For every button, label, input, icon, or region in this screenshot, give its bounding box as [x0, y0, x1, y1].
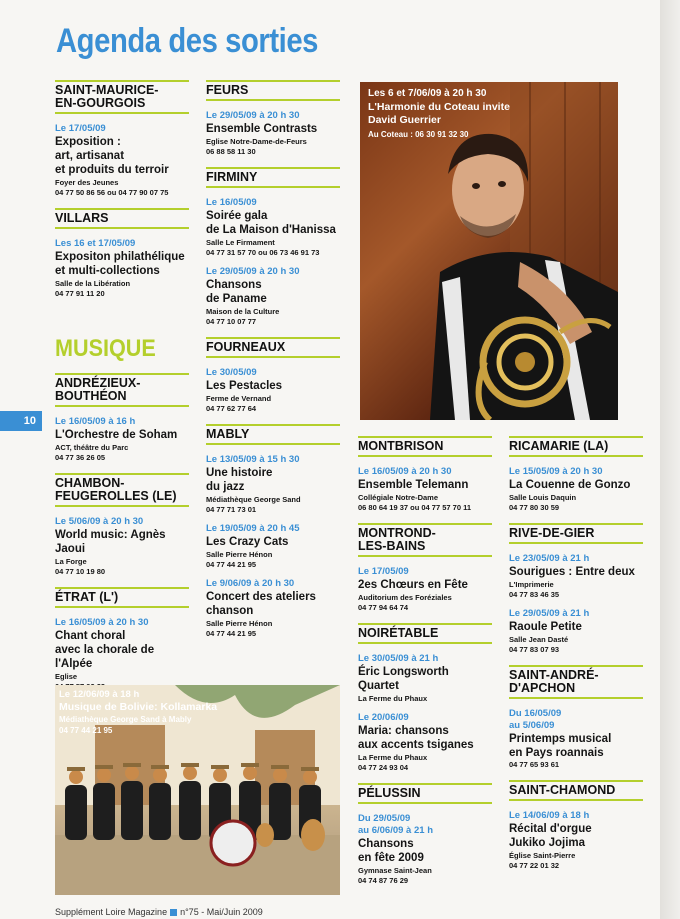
footer-square-icon	[170, 909, 177, 916]
event-title: Récital d'orgue Jukiko Jojima	[509, 823, 592, 849]
event-venue: La Ferme du Phaux	[358, 753, 428, 762]
event-date: Le 16/05/09 à 20 h 30	[358, 466, 452, 477]
event-title: L'Orchestre de Soham	[55, 429, 178, 441]
event-title: Maria: chansons aux accents tsiganes	[358, 725, 474, 751]
column-2	[206, 80, 340, 649]
event-item	[55, 516, 189, 577]
event-date: Le 17/05/09	[55, 123, 106, 134]
event-title: Chansons en fête 2009	[358, 838, 424, 864]
event-title: Exposition : art, artisanat et produits du terroir	[55, 136, 169, 176]
city-block	[358, 783, 492, 886]
event-date: Le 30/05/09	[206, 367, 257, 378]
event-item	[358, 712, 492, 773]
event-item	[509, 708, 643, 770]
column-1	[55, 80, 189, 309]
photo2-date: Le 12/06/09 à 18 h	[59, 689, 140, 700]
event-title: World music: Agnès Jaoui	[55, 529, 166, 555]
city-block	[55, 208, 189, 299]
city-heading: ÉTRAT (L')	[55, 587, 189, 608]
column-4	[509, 436, 643, 881]
event-item	[206, 266, 340, 327]
event-phone: 04 77 10 07 77	[206, 317, 257, 326]
event-venue: La Ferme du Phaux	[358, 694, 428, 703]
event-title: Sourigues : Entre deux	[509, 566, 635, 578]
event-venue: Eglise	[55, 672, 78, 681]
city-block	[55, 373, 189, 463]
event-phone: 06 80 64 19 37 ou 04 77 57 70 11	[358, 503, 472, 512]
event-phone: 04 77 62 77 64	[206, 404, 257, 413]
column-3	[358, 436, 492, 896]
event-item	[358, 566, 492, 613]
event-item	[358, 653, 492, 704]
footer-magazine: Supplément Loire Magazine	[55, 907, 168, 917]
event-title: Les Pestacles	[206, 380, 283, 392]
city-block	[509, 665, 643, 770]
event-venue: Salle Pierre Hénon	[206, 619, 273, 628]
event-venue: Salle de la Libération	[55, 279, 131, 288]
event-title: Chant choral avec la chorale de l'Alpée	[55, 630, 155, 670]
event-date: Le 23/05/09 à 21 h	[509, 553, 590, 564]
event-phone: 04 77 83 46 35	[509, 590, 560, 599]
event-date: Du 29/05/09 au 6/06/09 à 21 h	[358, 813, 433, 836]
event-phone: 04 77 94 64 74	[358, 603, 409, 612]
city-heading: PÉLUSSIN	[358, 783, 492, 804]
city-heading: RICAMARIE (LA)	[509, 436, 643, 457]
event-title: Expositon philathélique et multi-collections	[55, 251, 185, 277]
city-heading: FIRMINY	[206, 167, 340, 188]
city-block	[55, 80, 189, 198]
event-item	[509, 810, 643, 871]
city-block	[206, 337, 340, 414]
photo1-venue: Au Coteau : 06 30 91 32 30	[368, 130, 469, 139]
event-item	[206, 578, 340, 639]
city-block	[358, 623, 492, 773]
photo1-date: Les 6 et 7/06/09 à 20 h 30	[368, 88, 487, 99]
column-1-music	[55, 373, 189, 702]
event-phone: 04 77 22 01 32	[509, 861, 560, 870]
event-date: Le 19/05/09 à 20 h 45	[206, 523, 300, 534]
page-title: Agenda des sorties	[56, 22, 319, 60]
city-heading: RIVE-DE-GIER	[509, 523, 643, 544]
event-item	[55, 617, 189, 692]
footer	[55, 907, 263, 917]
event-date: Le 29/05/09 à 20 h 30	[206, 266, 300, 277]
event-phone: 04 77 31 57 70 ou 06 73 46 91 73	[206, 248, 320, 257]
event-date: Le 30/05/09 à 21 h	[358, 653, 439, 664]
event-phone: 04 77 80 30 59	[509, 503, 560, 512]
event-date: Le 14/06/09 à 18 h	[509, 810, 590, 821]
city-heading: MONTBRISON	[358, 436, 492, 457]
event-date: Le 29/05/09 à 20 h 30	[206, 110, 300, 121]
city-block	[509, 436, 643, 513]
event-item	[206, 367, 340, 414]
city-heading: MONTROND- LES-BAINS	[358, 523, 492, 557]
photo2-venue: Médiathèque George Sand à Mably	[59, 715, 192, 724]
event-venue: Salle Louis Daquin	[509, 493, 577, 502]
event-item	[509, 553, 643, 600]
event-title: Ensemble Contrasts	[206, 123, 318, 135]
event-date: Le 15/05/09 à 20 h 30	[509, 466, 603, 477]
city-heading: SAINT-ANDRÉ- D'APCHON	[509, 665, 643, 699]
event-title: 2es Chœurs en Fête	[358, 579, 468, 591]
event-item	[55, 416, 189, 463]
event-title: Une histoire du jazz	[206, 467, 273, 493]
event-phone: 04 77 83 07 93	[509, 645, 560, 654]
event-title: Les Crazy Cats	[206, 536, 289, 548]
city-block	[358, 436, 492, 513]
event-phone: 06 88 58 11 30	[206, 147, 256, 156]
event-title: Printemps musical en Pays roannais	[509, 733, 612, 759]
city-block	[509, 780, 643, 871]
event-item	[55, 238, 189, 299]
event-date: Le 29/05/09 à 21 h	[509, 608, 590, 619]
event-venue: L'Imprimerie	[509, 580, 554, 589]
event-phone: 04 74 87 76 29	[358, 876, 409, 885]
event-item	[358, 813, 492, 886]
event-item	[206, 523, 340, 570]
event-date: Le 13/05/09 à 15 h 30	[206, 454, 300, 465]
event-phone: 04 77 65 93 61	[509, 760, 560, 769]
event-phone: 04 77 44 21 95	[206, 560, 257, 569]
event-date: Le 16/05/09 à 16 h	[55, 416, 136, 427]
city-heading: FEURS	[206, 80, 340, 101]
event-phone: 04 77 91 11 20	[55, 289, 105, 298]
event-venue: ACT, théâtre du Parc	[55, 443, 129, 452]
event-venue: Ferme de Vernand	[206, 394, 272, 403]
event-date: Les 16 et 17/05/09	[55, 238, 136, 249]
event-item	[206, 454, 340, 515]
section-title-musique: MUSIQUE	[55, 335, 156, 362]
city-block	[55, 473, 189, 577]
photo1-title: L'Harmonie du Coteau invite David Guerrier	[368, 101, 510, 126]
event-item	[509, 608, 643, 655]
event-venue: Collégiale Notre-Dame	[358, 493, 439, 502]
city-heading: VILLARS	[55, 208, 189, 229]
footer-issue: n°75 - Mai/Juin 2009	[180, 907, 263, 917]
event-venue: Foyer des Jeunes	[55, 178, 119, 187]
event-venue: Église Saint-Pierre	[509, 851, 576, 860]
city-block	[206, 167, 340, 327]
event-item	[509, 466, 643, 513]
event-phone: 04 77 44 21 95	[206, 629, 257, 638]
event-venue: Auditorium des Foréziales	[358, 593, 452, 602]
city-heading: FOURNEAUX	[206, 337, 340, 358]
event-item	[206, 197, 340, 258]
event-title: Soirée gala de La Maison d'Hanissa	[206, 210, 336, 236]
event-venue: Salle Jean Dasté	[509, 635, 569, 644]
event-title: Ensemble Telemann	[358, 479, 469, 491]
event-title: La Couenne de Gonzo	[509, 479, 631, 491]
photo2-title: Musique de Bolivie: Kollamarka	[59, 701, 218, 713]
event-phone: 04 77 10 19 80	[55, 567, 106, 576]
event-date: Le 9/06/09 à 20 h 30	[206, 578, 295, 589]
page-number: 10	[0, 411, 42, 431]
event-venue: Gymnase Saint-Jean	[358, 866, 432, 875]
event-date: Le 5/06/09 à 20 h 30	[55, 516, 144, 527]
photo-kollamarka	[55, 685, 340, 895]
city-block	[509, 523, 643, 655]
city-block	[55, 587, 189, 692]
event-phone: 04 77 36 26 05	[55, 453, 106, 462]
event-phone: 04 77 24 93 04	[358, 763, 409, 772]
city-heading: MABLY	[206, 424, 340, 445]
city-block	[358, 523, 492, 613]
event-date: Le 20/06/09	[358, 712, 409, 723]
event-date: Du 16/05/09 au 5/06/09	[509, 708, 562, 731]
event-item	[206, 110, 340, 157]
event-date: Le 17/05/09	[358, 566, 409, 577]
city-heading: SAINT-CHAMOND	[509, 780, 643, 801]
event-phone: 04 77 71 73 01	[206, 505, 257, 514]
page-gutter	[660, 0, 680, 919]
event-venue: La Forge	[55, 557, 87, 566]
event-venue: Salle Pierre Hénon	[206, 550, 273, 559]
city-heading: CHAMBON- FEUGEROLLES (LE)	[55, 473, 189, 507]
event-title: Raoule Petite	[509, 621, 582, 633]
event-title: Concert des ateliers chanson	[206, 591, 316, 617]
event-date: Le 16/05/09	[206, 197, 257, 208]
city-block	[206, 80, 340, 157]
photo2-phone: 04 77 44 21 95	[59, 726, 113, 735]
event-phone: 04 77 50 86 56 ou 04 77 90 07 75	[55, 188, 169, 197]
photo-david-guerrier	[360, 82, 618, 420]
event-item	[55, 123, 189, 198]
city-heading: NOIRÉTABLE	[358, 623, 492, 644]
event-title: Chansons de Paname	[206, 279, 267, 305]
event-date: Le 16/05/09 à 20 h 30	[55, 617, 149, 628]
event-item	[358, 466, 492, 513]
event-venue: Eglise Notre-Dame-de-Feurs	[206, 137, 307, 146]
event-venue: Médiathèque George Sand	[206, 495, 301, 504]
city-heading: SAINT-MAURICE- EN-GOURGOIS	[55, 80, 189, 114]
event-venue: Maison de la Culture	[206, 307, 280, 316]
city-heading: ANDRÉZIEUX-BOUTHÉON	[55, 373, 189, 407]
city-block	[206, 424, 340, 639]
event-title: Éric Longsworth Quartet	[358, 666, 449, 692]
event-venue: Salle Le Firmament	[206, 238, 275, 247]
